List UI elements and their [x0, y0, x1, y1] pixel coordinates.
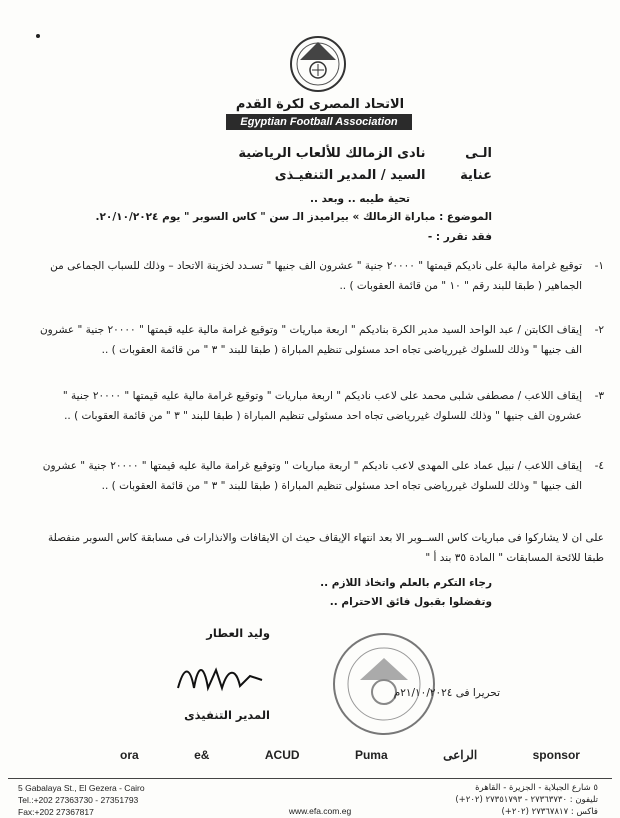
sponsor-strip: [120, 738, 580, 772]
footer-fax-ar: فاكس : ٢٧٣٦٧٨١٧ (٢٠٢+): [501, 807, 598, 817]
sponsor-logo: sponsor: [532, 748, 580, 762]
closing-regards: وتفضلوا بقبول فائق الاحترام ..: [329, 596, 492, 608]
signatory-name: وليد العطار: [206, 626, 270, 640]
item-text: إيقاف اللاعب / نبيل عماد على المهدى لاعب ناديكم " اربعة مباريات " وتوقيع غرامة مالية عليه قيمتها " ٢٠٠٠٠ جنية " عشرون الف جنيها " وذلك للسلوك غيررياضى تجاه احد مسئولى تنظيم المباراة ( طبقا للبند " ٣ " من قائمة العقوبات ) ..: [42, 460, 582, 492]
footer-tel: Tel.:+202 27363730 - 27351793: [18, 795, 139, 805]
suspension-note: على ان لا يشاركوا فى مباريات كاس الســوبر الا بعد انتهاء الإيقاف حيث ان الايقافات والانذارات فى مسابقة كاس السوبر منفصلة طبقا للائحة المسابقات " المادة ٣٥ بند أ ": [47, 532, 604, 564]
efa-logo-icon: [286, 30, 350, 94]
closing-request: رجاء التكرم بالعلم واتخاذ اللازم ..: [320, 577, 492, 589]
to-value: نادى الزمالك للألعاب الرياضية: [238, 146, 426, 161]
subject-line: الموضوع : مباراة الزمالك » بيراميدز الـ سن " كاس السوبر " يوم ٢٠/١٠/٢٠٢٤.: [95, 211, 492, 223]
attn-value: السيد / المدير التنفيـذى: [274, 168, 426, 183]
signature-scribble-icon: [170, 658, 270, 698]
item-text: توقيع غرامة مالية على ناديكم قيمتها " ٢٠٠٠٠ جنية " عشرون الف جنيها " تسـدد لخزينة الاتحاد – وذلك للسباب الجماعى من الجماهير ( طبقا للبند رقم " ١٠ " من قائمة العقوبات ) ..: [50, 260, 582, 292]
sponsor-logo: e&: [194, 748, 210, 762]
to-line: [72, 146, 492, 161]
decision-item: [36, 256, 604, 296]
footer-fax: Fax:+202 27367817: [18, 807, 94, 817]
footer-address-ar: ٥ شارع الجبلاية - الجزيرة - القاهرة: [475, 783, 598, 793]
footer-tel-ar: تليفون : ٢٧٣٦٣٧٣٠ - ٢٧٣٥١٧٩٣ (٢٠٢+): [455, 795, 598, 805]
ink-dot: [36, 34, 40, 38]
sponsor-logo: Puma: [354, 748, 388, 762]
item-number: ٢-: [594, 324, 604, 336]
item-text: إيقاف اللاعب / مصطفى شلبى محمد على لاعب ناديكم " اربعة مباريات " وتوقيع غرامة مالية عليه قيمتها " ٢٠٠٠٠ جنية " عشرون الف جنيها " وذلك للسلوك غيررياضى تجاه احد مسئولى تنظيم المباراة ( طبقا للبند " ٣ " من قائمة العقوبات ) ..: [62, 390, 582, 422]
attn-label: عناية: [460, 168, 492, 183]
footer-website: www.efa.com.eg: [288, 806, 352, 816]
footer-english: [18, 782, 145, 818]
sponsor-logo: الراعى: [443, 748, 478, 762]
sponsor-logo: ACUD: [264, 748, 300, 762]
sponsor-logo: ora: [120, 748, 139, 762]
signatory-title: المدير التنفيذى: [184, 708, 270, 722]
attn-line: [72, 168, 492, 183]
decision-item: [36, 386, 604, 426]
footer-address: 5 Gabalaya St., El Gezera - Cairo: [18, 783, 145, 793]
org-name-english: Egyptian Football Association: [226, 114, 412, 130]
item-number: ٤-: [594, 460, 604, 472]
item-number: ٣-: [594, 390, 604, 402]
issue-date: تحريرا فى ٢١/١٠/٢٠٢٤م: [393, 687, 500, 699]
decision-item: [36, 456, 604, 496]
to-label: الـى: [465, 146, 492, 161]
item-number: ١-: [594, 260, 604, 272]
greeting: تحية طيبه .. وبعد ..: [309, 193, 410, 205]
decided-heading: فقد تقرر : -: [427, 231, 492, 243]
item-text: إيقاف الكابتن / عبد الواحد السيد مدير الكرة بناديكم " اربعة مباريات " وتوقيع غرامة مالية عليه قيمتها " ٢٠٠٠٠ جنية " عشرون الف جنيها " وذلك للسلوك غيررياضى تجاه احد مسئولى تنظيم المباراة ( طبقا للبند " ٣ " من قائمة العقوبات ) ..: [39, 324, 582, 356]
footer-arabic: [455, 782, 598, 818]
footer-divider: [8, 778, 612, 779]
decision-item: [36, 320, 604, 360]
org-name-arabic: الاتحاد المصرى لكرة القدم: [235, 97, 405, 112]
